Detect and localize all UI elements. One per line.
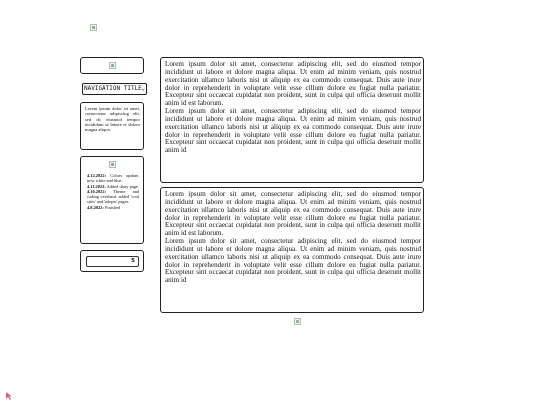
counter-box — [80, 250, 144, 272]
updates-broken-image-icon — [109, 161, 116, 168]
update-date: 4.10.2022: — [87, 188, 107, 194]
about-text: Lorem ipsum dolor sit amet, consectetur adipiscing elit, sed do eiusmod tempor incididunt ut labore et dolore magna aliqua. — [85, 106, 140, 133]
chevron-down-icon: ⌄ — [141, 85, 145, 92]
update-item — [87, 173, 139, 184]
post-paragraph: Lorem ipsum dolor sit amet, consectetur adipiscing elit, sed do eiusmod tempor incididunt ut labore et dolore magna aliqua. Ut enim ad minim veniam, quis nostrud exercitation ullamco laboris nisi ut aliquip ex ea commodo consequat. Duis aute irure dolor in reprehenderit in voluptate velit esse cillum dolore eu fugiat nulla pariatur. Excepteur sint occaecat cupidatat non proident, sunt in culpa qui officia deserunt mollit anim id — [165, 237, 421, 285]
post-paragraph: Lorem ipsum dolor sit amet, consectetur adipiscing elit, sed do eiusmod tempor incididunt ut labore et dolore magna aliqua. Ut enim ad minim veniam, quis nostrud exercitation ullamco laboris nisi ut aliquip ex ea commodo consequat. Duis aute irure dolor in reprehenderit in voluptate velit esse cillum dolore eu fugiat nulla pariatur. Excepteur sint occaecat cupidatat non proident, sunt in culpa qui officia deserunt mollit anim id est laborum. — [165, 190, 421, 238]
post-body — [165, 191, 421, 285]
update-date: 4.11.2022: — [87, 183, 106, 189]
update-text: Theme and coding overhaul, added 'cool sites' and 'adopts' pages. — [87, 188, 139, 205]
sidebar-logo-broken-image-icon — [109, 62, 116, 69]
update-text: Added diary page. — [106, 183, 139, 189]
sidebar-logo-box — [80, 57, 144, 74]
header-logo-broken-image-icon — [90, 24, 97, 31]
hit-counter: 5 — [86, 256, 139, 267]
updates-box — [80, 156, 144, 244]
post-paragraph: Lorem ipsum dolor sit amet, consectetur adipiscing elit, sed do eiusmod tempor incididunt ut labore et dolore magna aliqua. Ut enim ad minim veniam, quis nostrud exercitation ullamco laboris nisi ut aliquip ex ea commodo consequat. Duis aute irure dolor in reprehenderit in voluptate velit esse cillum dolore eu fugiat nulla pariatur. Excepteur sint occaecat cupidatat non proident, sunt in culpa qui officia deserunt mollit anim id — [165, 107, 421, 155]
update-text: Finished — [104, 204, 121, 210]
navigation-select[interactable] — [82, 83, 147, 95]
update-text: Colors update, now white and blue. — [87, 173, 139, 184]
post-paragraph: Lorem ipsum dolor sit amet, consectetur adipiscing elit, sed do eiusmod tempor incididunt ut labore et dolore magna aliqua. Ut enim ad minim veniam, quis nostrud exercitation ullamco laboris nisi ut aliquip ex ea commodo consequat. Duis aute irure dolor in reprehenderit in voluptate velit esse cillum dolore eu fugiat nulla pariatur. Excepteur sint occaecat cupidatat non proident, sunt in culpa qui officia deserunt mollit anim id est laborum. — [165, 60, 421, 108]
update-item — [87, 205, 139, 210]
post-body — [165, 61, 421, 155]
content-post — [160, 187, 424, 313]
update-date: 4.8.2022: — [87, 204, 104, 210]
about-box — [80, 102, 144, 150]
update-date: 4.12.2022: — [87, 173, 107, 178]
footer-broken-image-icon — [294, 318, 301, 325]
cursor-icon — [6, 392, 12, 400]
updates-list — [87, 173, 139, 210]
update-item — [87, 189, 139, 205]
navigation-select-value: NAVIGATION TITLE — [84, 85, 142, 92]
content-post — [160, 57, 424, 183]
